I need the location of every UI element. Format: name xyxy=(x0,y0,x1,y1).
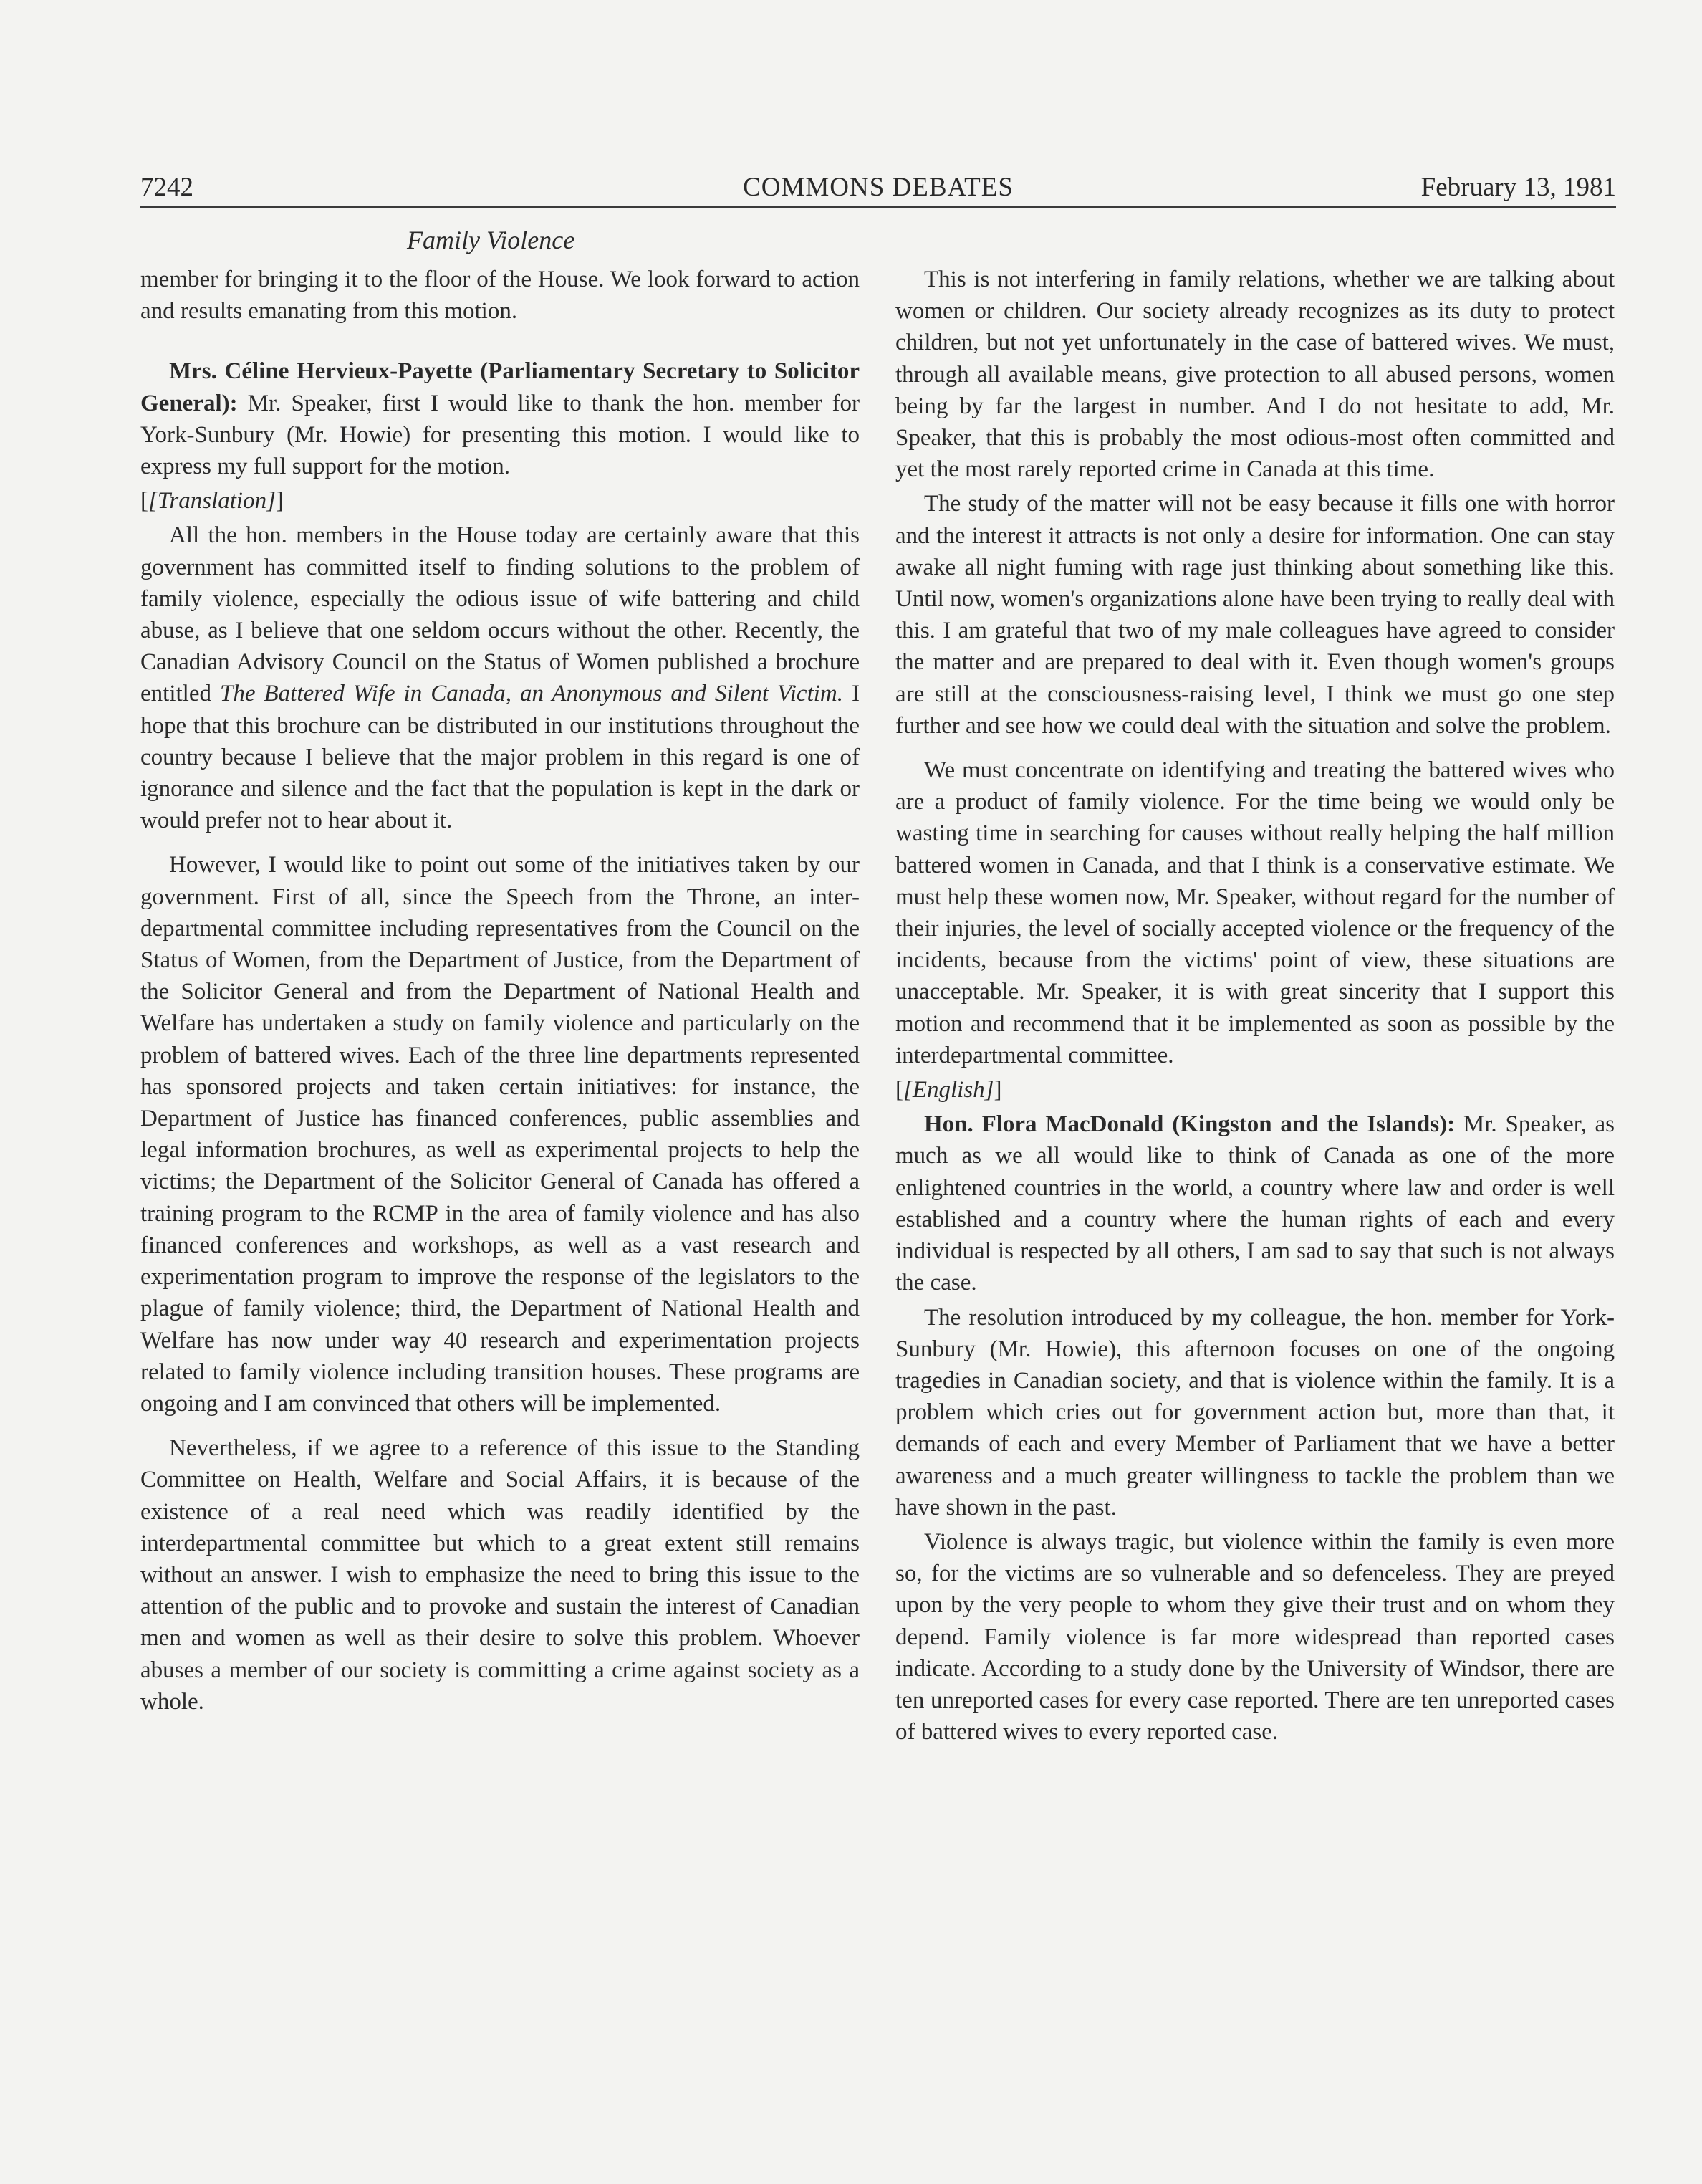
speech-text: Mr. Speaker, as much as we all would like to think of Canada as one of the more enlightened countries in the world, a country where law and order is well established and a country where the human rights of each and every individual is respected by all others, I am sad to say that such is not always the case. xyxy=(895,1111,1615,1296)
paragraph-text: All the hon. members in the House today are certainly aware that this government has committed itself to finding solutions to the problem of family violence, especially the odious issue of wife battering and child abuse, as I believe that one seldom occurs without the other. Recently, the Canadian Advisory Council on the Status of Women published a brochure entitled xyxy=(140,522,860,707)
brochure-title: The Battered Wife in Canada, an Anonymous and Silent Victim. xyxy=(219,681,844,707)
paragraph-text: I hope that this brochure can be distributed in our institutions throughout the country because I believe that the major problem in this regard is one of ignorance and silence and the fact that the population is kept in the dark or would prefer not to hear about it. xyxy=(140,681,860,834)
paragraph: The resolution introduced by my colleague, the hon. member for York-Sunbury (Mr. Howie), this afternoon focuses on one of the ongoing tragedies in Canadian society, and that is violence within the family. It is a problem which cries out for government action but, more than that, it demands of each and every Member of Parliament that we have a better awareness and a much greater willingness to tackle the problem than we have shown in the past. xyxy=(895,1304,1615,1520)
right-column xyxy=(895,264,1615,1761)
paragraph: We must concentrate on identifying and treating the battered wives who are a product of family violence. For the time being we would only be wasting time in searching for causes without really helping the half million battered women in Canada, and that I think is a conservative estimate. We must help these women now, Mr. Speaker, without regard for the number of their injuries, the level of socially accepted violence or the frequency of the incidents, because from the victims' point of view, these situations are unacceptable. Mr. Speaker, it is with great sincerity that I support this motion and recommend that it be implemented as soon as possible by the interdepartmental committee. xyxy=(895,757,1615,1068)
publication-date: February 13, 1981 xyxy=(1420,173,1616,202)
speaker-name: Mrs. Céline Hervieux-Payette (Parliamentary Secretary to Solicitor General): xyxy=(140,358,860,416)
paragraph xyxy=(140,519,860,836)
paragraph: Nevertheless, if we agree to a reference of this issue to the Standing Committee on Health, Welfare and Social Affairs, it is because of the existence of a real need which was readily identified by the interdepartmental committee but which to a great extent still remains without an answer. I wish to emphasize the need to bring this issue to the attention of the public and to provoke and sustain the interest of Canadian men and women as well as their desire to solve this problem. Whoever abuses a member of our society is committing a crime against society as a whole. xyxy=(140,1435,860,1715)
page-header xyxy=(140,169,1616,208)
publication-title: COMMONS DEBATES xyxy=(743,173,1014,202)
paragraph: This is not interfering in family relations, whether we are talking about women or children. Our society already recognizes as its duty to protect children, but not yet unfortunately in the case of battered wives. We must, through all available means, give protection to all abused persons, women being by far the largest in number. And I do not hesitate to add, Mr. Speaker, that this is probably the most odious-most often committed and yet the most rarely reported crime in Canada at this time. xyxy=(895,267,1615,483)
language-tag-text: [English] xyxy=(903,1077,994,1103)
paragraph: member for bringing it to the floor of the House. We look forward to action and results emanating from this motion. xyxy=(140,267,860,325)
speaker-name: Hon. Flora MacDonald (Kingston and the Islands): xyxy=(924,1111,1456,1138)
paragraph: However, I would like to point out some of the initiatives taken by our government. First of all, since the Speech from the Throne, an inter-departmental committee including representatives from the Council on the Status of Women, from the Department of Justice, from the Department of the Solicitor General and from the Department of National Health and Welfare has undertaken a study on family violence and particularly on the problem of battered wives. Each of the three line departments represented has sponsored projects and taken certain initiatives: for instance, the Department of Justice has financed conferences, public assemblies and legal information brochures, as well as experimental projects to help the victims; the Department of the Solicitor General of Canada has offered a training program to the RCMP in the area of family violence and has also financed conferences and workshops, as well as a vast research and experimentation program to improve the response of the legislators to the plague of family violence; third, the Department of National Health and Welfare has now under way 40 research and experimentation projects related to family violence including transition houses. These programs are ongoing and I am convinced that others will be implemented. xyxy=(140,852,860,1417)
language-tag: [[English]] xyxy=(895,1077,1002,1103)
speech-paragraph xyxy=(140,355,860,482)
language-tag: [[Translation]] xyxy=(140,488,284,514)
left-column xyxy=(140,264,860,1730)
speech-text: Mr. Speaker, first I would like to thank the hon. member for York-Sunbury (Mr. Howie) for presenting this motion. I would like to express my full support for the motion. xyxy=(140,390,860,480)
paragraph: The study of the matter will not be easy because it fills one with horror and the interest it attracts is not only a desire for information. One can stay awake all night fuming with rage just thinking about something like this. Until now, women's organizations alone have been trying to really deal with this. I am grateful that two of my male colleagues have agreed to consider the matter and are prepared to deal with it. Even though women's groups are still at the consciousness-raising level, I think we must go one step further and see how we could deal with the situation and solve the problem. xyxy=(895,491,1615,739)
speech-paragraph xyxy=(895,1108,1615,1298)
language-tag-text: [Translation] xyxy=(148,488,276,514)
paragraph: Violence is always tragic, but violence within the family is even more so, for the victims are so vulnerable and so defenceless. They are preyed upon by the very people to whom they give their trust and on whom they depend. Family violence is far more widespread than reported cases indicate. According to a study done by the University of Windsor, there are ten unreported cases for every case reported. There are ten unreported cases of battered wives to every reported case. xyxy=(895,1528,1615,1745)
page-number: 7242 xyxy=(140,173,193,202)
running-subject: Family Violence xyxy=(407,226,575,254)
